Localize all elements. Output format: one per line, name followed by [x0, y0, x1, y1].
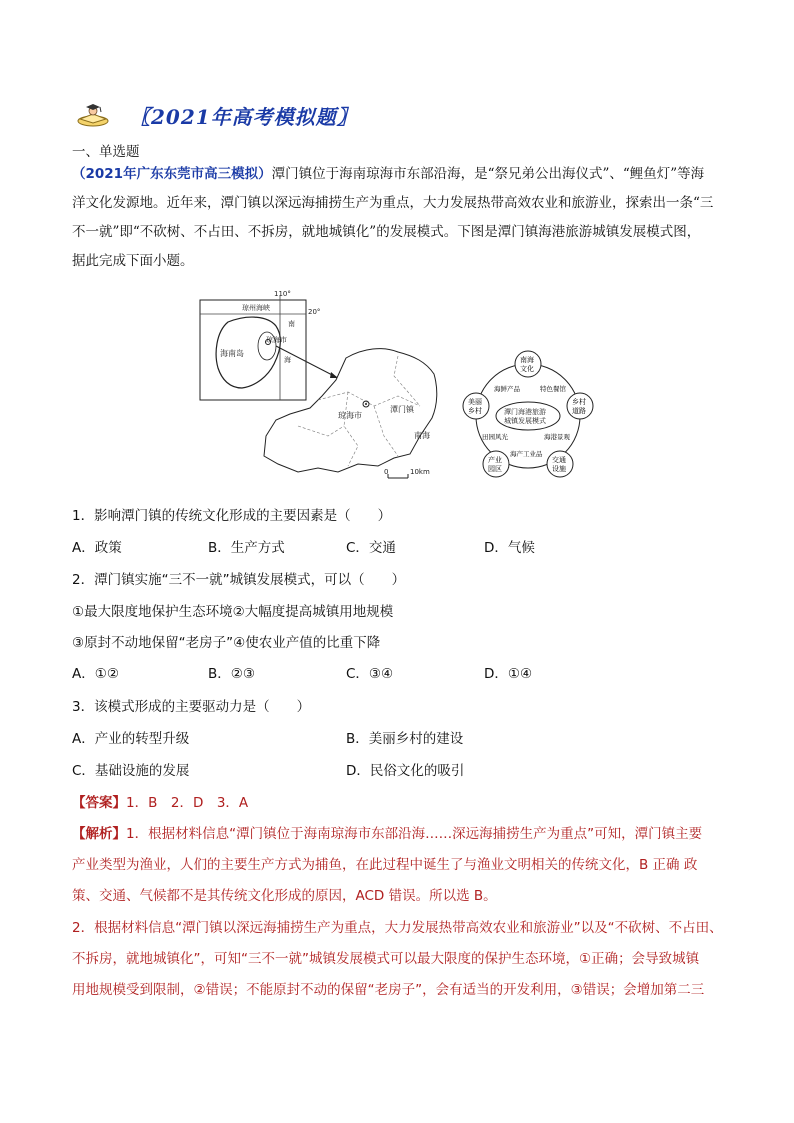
- question-2-option-b: B．②③: [208, 666, 255, 682]
- section-label: 一、单选题: [72, 144, 140, 160]
- node-top-2: 文化: [520, 365, 534, 373]
- question-3-option-c: C．基础设施的发展: [72, 763, 190, 779]
- node-left-1: 美丽: [468, 398, 482, 406]
- intro-paragraph: [72, 160, 724, 276]
- graduate-book-icon: [74, 102, 112, 128]
- answer-text: 1．B 2．D 3．A: [126, 795, 249, 811]
- question-3-option-d: D．民俗文化的吸引: [346, 763, 465, 779]
- question-1-option-a: A．政策: [72, 540, 122, 556]
- intro-line-1: 潭门镇位于海南琼海市东部沿海，是“祭兄弟公出海仪式”、“鲤鱼灯”等海: [271, 166, 705, 182]
- sea-label-b: 海: [284, 356, 291, 364]
- question-1-option-b: B．生产方式: [208, 540, 285, 556]
- analysis-label: 【解析】: [72, 826, 126, 842]
- node-right-1: 乡村: [572, 398, 586, 406]
- question-2-option-a: A．①②: [72, 666, 119, 682]
- analysis-p1-line1: 1．根据材料信息“潭门镇位于海南琼海市东部沿海……深远海捕捞生产为重点”可知，潭门镇主要: [126, 826, 703, 842]
- question-2-option-c: C．③④: [346, 666, 394, 682]
- analysis-p2-line1: 2．根据材料信息“潭门镇以深远海捕捞生产为重点，大力发展热带高效农业和旅游业”以及“不砍树、不占田、: [72, 920, 723, 936]
- sea-detail-label: 南海: [414, 431, 430, 440]
- scale-zero: 0: [384, 468, 389, 476]
- page-title: 〖2021年高考模拟题〗: [130, 104, 358, 129]
- question-1-option-c: C．交通: [346, 540, 396, 556]
- analysis-p2-line2: 不拆房，就地城镇化”，可知“三不一就”城镇发展模式可以最大限度的保护生态环境，①正确；会导致城镇: [72, 951, 700, 967]
- question-2-option-d: D．①④: [484, 666, 533, 682]
- question-3-stem: 3．该模式形成的主要驱动力是（ ）: [72, 699, 311, 715]
- question-1-stem: 1．影响潭门镇的传统文化形成的主要因素是（ ）: [72, 508, 392, 524]
- latitude-label: 20°: [308, 308, 321, 316]
- detail-city-label: 琼海市: [338, 411, 362, 420]
- question-source: （2021年广东东莞市高三模拟）: [72, 166, 272, 182]
- model-center-line2: 城镇发展模式: [504, 417, 546, 425]
- question-3-option-b: B．美丽乡村的建设: [346, 731, 464, 747]
- answer-line: [72, 791, 248, 811]
- node-right-2: 道路: [572, 407, 586, 415]
- node-bl-1: 产业: [488, 456, 502, 464]
- node-bl-2: 园区: [488, 465, 502, 473]
- node-left-2: 乡村: [468, 407, 482, 415]
- scale-10km: 10km: [410, 468, 430, 476]
- link-special: 特色餐馆: [540, 385, 566, 393]
- analysis-line-1: [72, 822, 702, 842]
- intro-line-3: 不一就”即“不砍树、不占田、不拆房，就地城镇化”的发展模式。下图是潭门镇海港旅游城镇发展模式图，: [72, 224, 701, 240]
- analysis-p1-line3: 策、交通、气候都不是其传统文化形成的原因，ACD 错误。所以选 B。: [72, 888, 497, 904]
- question-2-statement-2: ③原封不动地保留“老房子”④使农业产值的比重下降: [72, 635, 381, 651]
- intro-line-4: 据此完成下面小题。: [72, 253, 194, 269]
- strait-label: 琼州海峡: [242, 304, 270, 312]
- intro-line-2: 洋文化发源地。近年来，潭门镇以深远海捕捞生产为重点，大力发展热带高效农业和旅游业，探索出一条“三: [72, 195, 714, 211]
- question-2-stem: 2．潭门镇实施“三不一就”城镇发展模式，可以（ ）: [72, 572, 406, 588]
- analysis-p2-line3: 用地规模受到限制，②错误；不能原封不动的保留“老房子”，会有适当的开发利用，③错误；会增加第二三: [72, 982, 705, 998]
- analysis-p1-line2: 产业类型为渔业，人们的主要生产方式为捕鱼，在此过程中诞生了与渔业文明相关的传统文化，B 正确 政: [72, 857, 698, 873]
- development-model-diagram: [463, 351, 593, 477]
- node-br-2: 设施: [552, 465, 566, 473]
- town-label: 潭门镇: [390, 405, 414, 414]
- answer-label: 【答案】: [72, 795, 126, 811]
- header: [74, 100, 358, 130]
- question-1-option-d: D．气候: [484, 540, 535, 556]
- island-label: 海南岛: [220, 349, 244, 358]
- longitude-label: 110°: [274, 290, 291, 298]
- node-br-1: 交通: [552, 456, 566, 464]
- link-industry: 海产工业品: [510, 450, 543, 458]
- city-label-inset: 琼海市: [266, 336, 287, 344]
- node-top-1: 南海: [520, 356, 534, 364]
- question-3-option-a: A．产业的转型升级: [72, 731, 190, 747]
- link-seafood: 海鲜产品: [494, 385, 520, 393]
- link-view: 海港景观: [544, 433, 570, 441]
- model-center-line1: 潭门海港旅游: [504, 408, 546, 416]
- question-2-statement-1: ①最大限度地保护生态环境②大幅度提高城镇用地规模: [72, 604, 394, 620]
- map-figure: [198, 290, 608, 486]
- link-field: 田园风光: [482, 433, 508, 441]
- sea-label-a: 南: [288, 320, 295, 328]
